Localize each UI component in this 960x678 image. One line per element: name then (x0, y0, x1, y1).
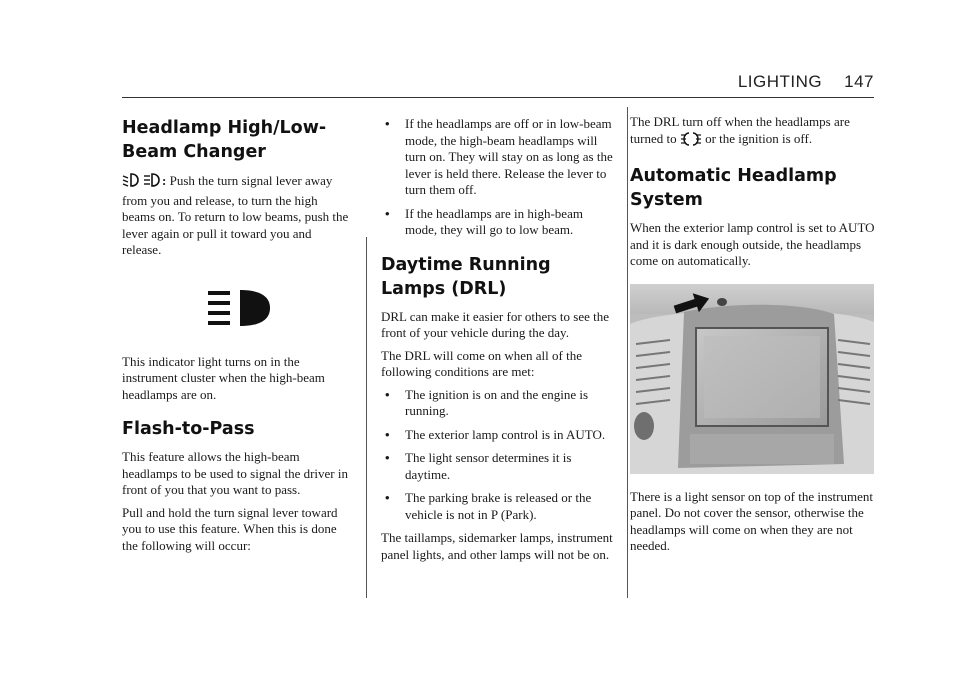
flash-bullet-list (381, 116, 615, 239)
high-low-beam-icon (122, 172, 162, 193)
header-rule (122, 97, 874, 98)
list-item: • The exterior lamp control is in AUTO. (385, 426, 606, 442)
list-item: • If the headlamps are off or in low-beam mode, the high-beam headlamps will turn on. They will stay on as long as the lever is held there. Release the lever to turn them off. (385, 116, 613, 197)
paragraph-auto: When the exterior lamp control is set to AUTO and it is dark enough outside, the headlamps come on automatically. (630, 220, 875, 268)
list-item: • If the headlamps are in high-beam mode, they will go to low beam. (385, 205, 583, 237)
column-3 (630, 108, 876, 561)
column-2 (381, 108, 615, 569)
paragraph-indicator: This indicator light turns on in the instrument cluster when the high-beam headlamps are on. (122, 353, 325, 402)
paragraph-drl-2: The DRL will come on when all of the following conditions are met: (381, 347, 582, 379)
heading-high-low-beam: Headlamp High/Low-Beam Changer (122, 118, 327, 162)
section-title: LIGHTING (737, 72, 823, 91)
page-header (738, 72, 874, 92)
paragraph-flash-2: Pull and hold the turn signal lever toward you to use this feature. When this is done the following will occur: (122, 504, 338, 553)
list-item: • The ignition is on and the engine is running. (385, 386, 589, 418)
high-beam-indicator-icon (208, 289, 354, 334)
heading-flash-to-pass: Flash-to-Pass (122, 419, 255, 439)
paragraph-drl-off: The DRL turn off when the headlamps are turned to or the ignition is off. (630, 114, 876, 150)
paragraph-sensor: There is a light sensor on top of the instrument panel. Do not cover the sensor, otherwise the headlamps will come on when they are not needed. (630, 488, 873, 553)
page-number: 147 (844, 72, 874, 91)
list-item: • The light sensor determines it is daytime. (385, 450, 572, 482)
high-low-beam-text: Push the turn signal lever away from you and release, to turn the high beams on. To return to low beams, push the lever again or pull it toward you and release. (122, 173, 349, 257)
icon-colon: : (162, 173, 167, 188)
drl-bullet-list (381, 387, 615, 524)
heading-drl: Daytime Running Lamps (DRL) (381, 254, 551, 299)
list-item: • The parking brake is released or the vehicle is not in P (Park). (385, 490, 592, 522)
column-1 (122, 108, 354, 560)
paragraph-drl-1: DRL can make it easier for others to see the front of your vehicle during the day. (381, 308, 610, 340)
column-divider-2 (627, 107, 628, 598)
instrument-panel-light-sensor-photo (630, 284, 876, 479)
paragraph-high-low-beam (122, 172, 354, 259)
paragraph-drl-3: The taillamps, sidemarker lamps, instrument panel lights, and other lamps will not be on. (381, 530, 613, 562)
parking-lamp-icon (680, 132, 702, 151)
paragraph-flash-1: This feature allows the high-beam headlamps to be used to signal the driver in front of you that you want to pass. (122, 449, 349, 497)
column-divider-1 (366, 237, 367, 598)
heading-automatic-headlamp: Automatic Headlamp System (630, 166, 837, 210)
